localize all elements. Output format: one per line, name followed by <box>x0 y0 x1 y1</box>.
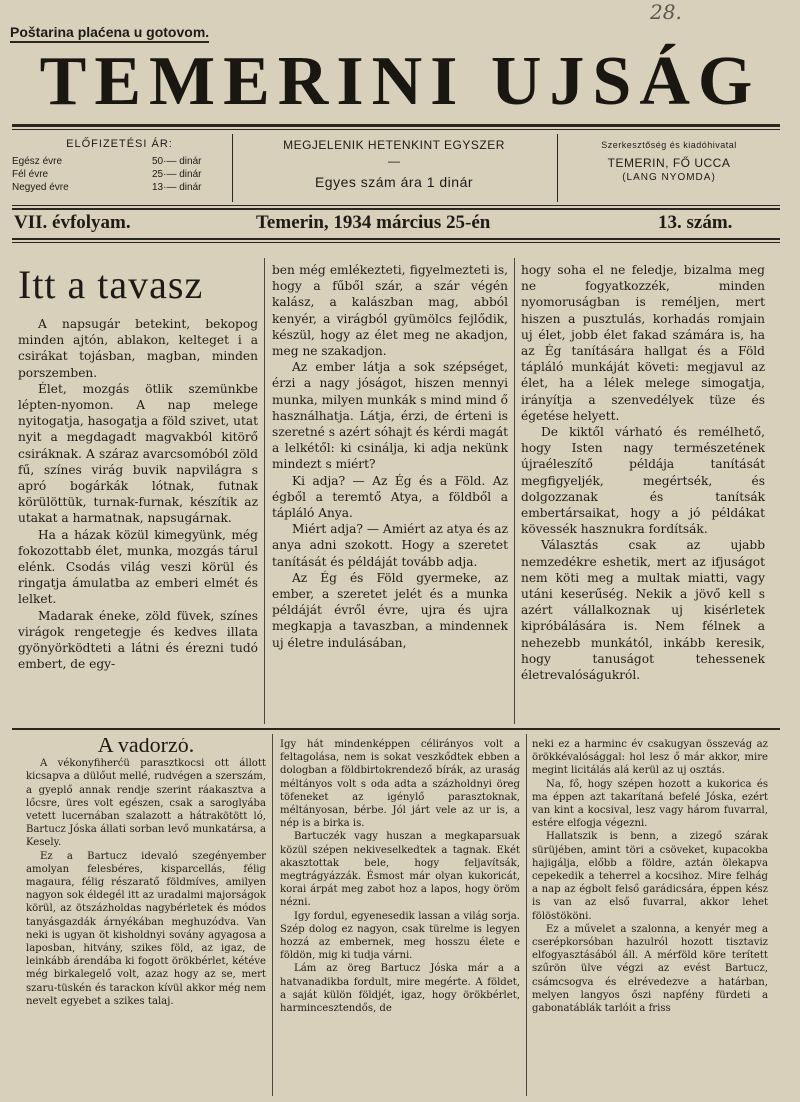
paragraph: A napsugár betekint, bekopog minden ajtón, ablakon, kelteget i a csirákat tojásban, magban, minden porszemben. <box>18 317 258 380</box>
subscription-box: ELŐFIZETÉSI ÁR: Egész évre 50·— dinár Fél évre 25·— dinár Negyed évre 13·— dinár <box>12 132 227 204</box>
paragraph: Bartuczék vagy huszan a megkaparsuak közül szépen nekiveselkedtek a tagnak. Ekét akasztottak bele, hogy feljavítsák, megtrágyázzák. Ésmost már olyan kukoricát, korai árpát meg zabot hoz a lapos, hogy öröm nézni. <box>280 831 520 909</box>
article2-column-1 <box>26 738 266 1096</box>
article1-title: Itt a tavasz <box>18 262 204 307</box>
paragraph: hogy soha el ne feledje, bizalma meg ne fogyatkozzék, minden nyomoruságban is reméljen, mert hiszen a pusztulás, korhadás romjain uj élet, jobb élet fakad számára is, ha az Ég tanítására hallgat és a Föld tápláló munkáját követi: megjavul az élet, ha a lélek melege simogatja, irányítja a szenvedélyek tüze és égetése helyett. <box>521 263 765 423</box>
paragraph: Igy hát mindenképpen célirányos volt a feltagolása, nem is sokat veszkődtek ebben a dologban a földbirtokrendező bírák, az uraság méltányos volt s oda adta a százholdnyi öreg töfeneket az igénylő parasztoknak, méltányosan, bérbe. Jól járt vele az ur is, a nép is a birka is. <box>280 739 520 830</box>
volume-label: VII. évfolyam. <box>14 212 131 233</box>
info-divider <box>232 134 233 202</box>
column-divider <box>272 734 273 1096</box>
article1-column-1 <box>18 262 258 724</box>
paragraph: Miért adja? — Amiért az atya és az anya adni szokott. Hogy a szeretet tanítását és példáját tovább adja. <box>272 522 508 569</box>
paragraph: Ez a Bartucz idevaló szegényember amolyan felesbéres, kisparcellás, félig magaura, félig részaratő földmíves, amilyen nagyon sok éldegél itt az uradalmi majorságok körül, az ötszázholdas nagybérletek és módos tanyásgazdák árnyékában meghuzódva. Van neki is ugyan öt kisholdnyi sovány agyagosa a laposban, hitvány, szikes föld, az igaz, de leinkább árendába ki fogott örökbérlet, kétéve még birkalegelő volt, azaz hogy az se, mert szaru-tüskén és tarackon kívül akkor még nem nevelt egyebet a szikes talaj. <box>26 850 266 1007</box>
paragraph: Választás csak az ujabb nemzedékre eshetik, mert az ifjuságot nem köti meg a multak miatti, vagy utáni keserűség. Nekik a jövő kell s azért vállalkoznak uj kisérletek kipróbálására is. Nem félnek a nehezebb munkától, inkább keresik, hogy tanuságot tehessenek életrevalóságukról. <box>521 538 765 683</box>
subscription-header: ELŐFIZETÉSI ÁR: <box>66 138 173 150</box>
paragraph: ben még emlékezteti, figyelmezteti is, hogy a fűből szár, a szár végén kalász, a kalászban mag, abból kenyér, a virágból gyümölcs fejlődik, készül, hogy az élet meg ne akadjon, meg ne szakadjon. <box>272 263 508 359</box>
handwritten-note: 28. <box>650 0 682 24</box>
paragraph: Ha a házak közül kimegyünk, még fokozottabb élet, munka, mozgás tárul elénk. Csodás világ veszi körül és ringatja ámulatba az emberi elmét és lelket. <box>18 527 258 607</box>
paragraph: neki ez a harminc év csakugyan összevág az örökkévalósággal: hol lesz ő már akkor, mire megint licitálás alá kerül az uj osztás. <box>532 739 768 777</box>
article2-column-3 <box>532 738 768 1096</box>
paragraph: A vékonyfiherćü parasztkocsi ott állott kicsapva a dülőut mellé, rudvégen a szerszám, a gyeplő annak rendje szerint ráakasztva a lőcsre, üres volt egészen, csak a saroglyába vetett lucernában szalazott a hátrakötött ló, Bartucz Jóska állati sorban levő munkatársa, a Kesely. <box>26 758 266 849</box>
issue-date: Temerin, 1934 március 25-én <box>256 212 491 233</box>
paragraph: De kiktől várható és remélhető, hogy Isten nagy természetének újraéleszítő példája tanítását megfigyeljék, megértsék, és dolgozzanak és tanítsák embertársaikat, hogy a jó példákat kövessék hasznukra fordítsák. <box>521 425 765 537</box>
masthead-rule-top-thin <box>12 129 780 130</box>
article2-column-2 <box>280 738 520 1096</box>
issue-number: 13. szám. <box>658 212 733 233</box>
column-divider <box>514 258 515 724</box>
column-divider <box>264 258 265 724</box>
editorial-line1: Szerkesztőség és kiadóhivatal <box>601 140 737 150</box>
paragraph: Hallatszik is benn, a zizegő szárak sürüjében, amint töri a csöveket, kupacokba hajigálja, előbb a földre, aztán ölekapva cepekedik a teherrel a kocsihoz. Mire felhág a nap az égbolt felső garádicsára, éppen kész is van az első fuvarral, akkor lehet fölöstököni. <box>532 831 768 922</box>
frequency-dash: — <box>388 154 400 168</box>
masthead-rule-top <box>12 124 780 127</box>
dateline-rule-bottom-thin <box>12 242 780 243</box>
paragraph: Ki adja? — Az Ég és a Föld. Az égből a teremtő Atya, a földből a tápláló Anya. <box>272 473 508 521</box>
article1-column-2 <box>272 262 508 724</box>
paragraph: Élet, mozgás ötlik szemünkbe lépten-nyomon. A nap melege nyitogatja, hasogatja a föld szivet, utat nyit a megdagadt magvakból kitörő csiráknak. A száraz avarcsomóból zöld fű, színes virág buvik napvilágra s apró bogárkák lótnak, futnak körülöttük, turnak-furnak, készítik az utakat a harmatnak, napsugárnak. <box>18 381 258 526</box>
single-price: Egyes szám ára 1 dinár <box>314 174 474 190</box>
dateline-rule-bottom <box>12 238 780 240</box>
frequency-text: MEGJELENIK HETENKINT EGYSZER <box>283 138 505 152</box>
info-divider <box>557 134 558 202</box>
dateline-rule-top-thick <box>12 208 780 210</box>
paragraph: Igy fordul, egyenesedik lassan a világ sorja. Szép dolog ez nagyon, csak türelme is legyen hozzá az embernek, meg hosszu élete e földön, mig ki tudja várni. <box>280 910 520 962</box>
paragraph: Az ember látja a sok szépséget, érzi a nagy jóságot, hiszen mennyi munka, milyen munkák s mind mind ő használhatja. Látja, érzi, de érteni is szeretné s azért sóhajt és kérdi magát a lelkétől: ki csinálja, ki adja nekünk mindezt s miért? <box>272 360 508 472</box>
paragraph: Madarak éneke, zöld füvek, színes virágok rengetegje és kedves illata gyönyörködteti a látni és érezni tudó embert, de egy- <box>18 608 258 672</box>
editorial-line2: TEMERIN, FŐ UCCA <box>607 156 731 170</box>
publication-box <box>234 132 554 204</box>
paragraph: Az Ég és Föld gyermeke, az ember, a szeretet jelét és a munka példáját évről évre, ujra és ujra megkapja a tavaszban, a mindennek uj életre indulásában, <box>272 570 508 650</box>
postage-note: Poštarina plaćena u gotovom. <box>10 24 209 43</box>
article2-title: A vadorzó. <box>97 738 195 757</box>
section-rule <box>12 728 780 730</box>
column-divider <box>526 734 527 1096</box>
dateline-rule-top <box>12 205 780 206</box>
editorial-box <box>559 132 779 204</box>
masthead-title: TEMERINI UJSÁG <box>39 43 761 120</box>
article1-column-3 <box>521 262 765 724</box>
paragraph: Na, fő, hogy szépen hozott a kukorica és ma éppen azt takarítaná befelé Jóska, ezért van kint a kocsival, lesz vagy három fuvarral, estére elfogja végezni. <box>532 778 768 830</box>
paragraph: Lám az öreg Bartucz Jóska már a a hatvanadikba fordult, mire megérte. A földet, a saját külön földjét, igaz, hogy örökbérlet, harmincesztendős, de <box>280 963 520 1015</box>
editorial-line3: (LANG NYOMDA) <box>622 172 716 183</box>
paragraph: Ez a művelet a szalonna, a kenyér meg a cserépkorsóban hazulról hozott tisztaviz elfogyasztásából áll. A mérföld köre terített szűrön ülve végzi az evést Bartucz, csámcsogva és elrévedezve a határban, melyen langyos őszi napfény fürdeti a gabonatáblák tarlóit a friss <box>532 923 768 1015</box>
info-row <box>12 132 780 204</box>
